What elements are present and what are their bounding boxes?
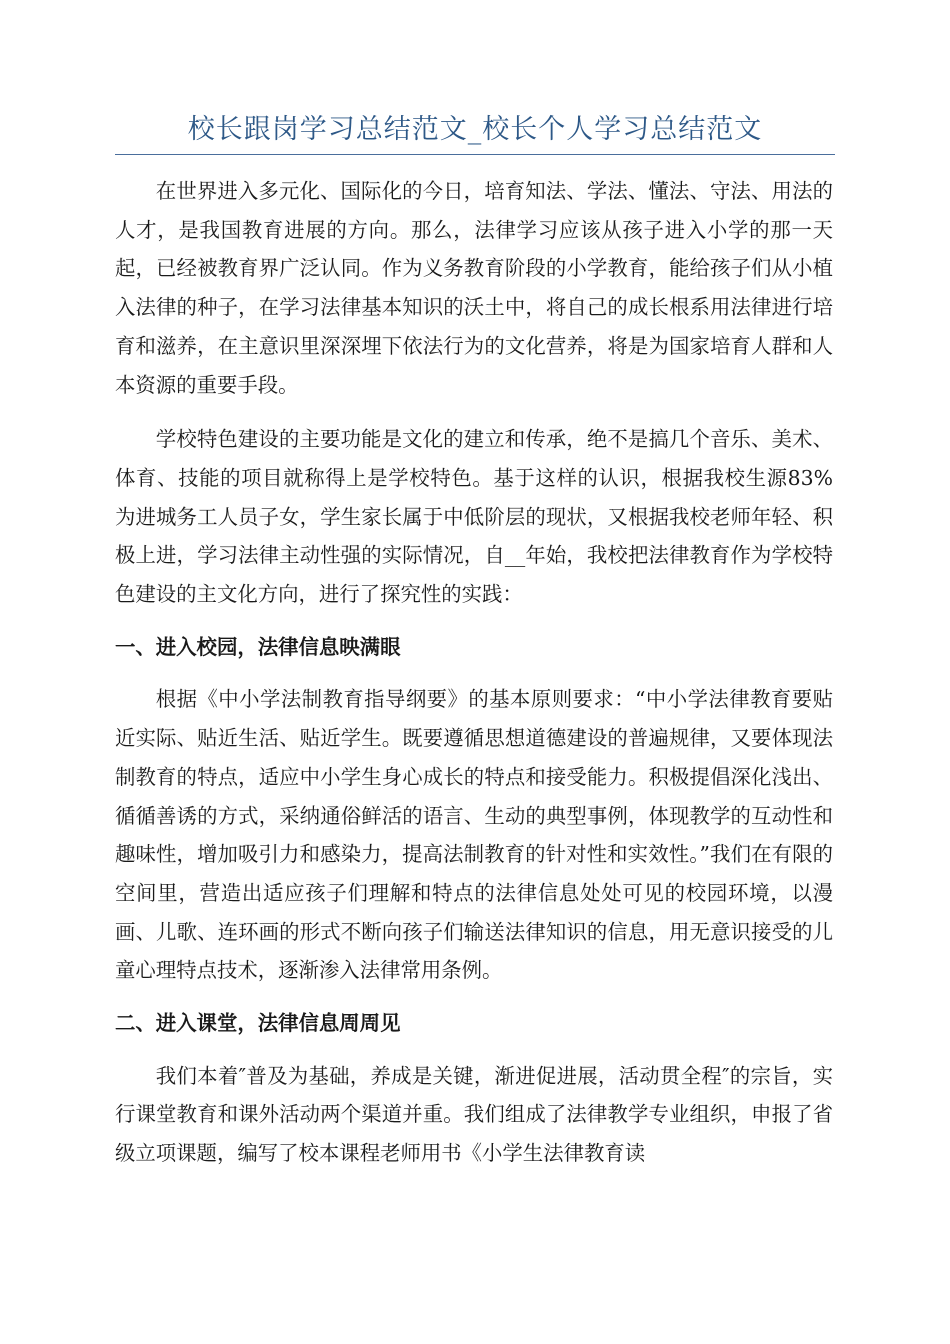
- document-body: [115, 172, 833, 1173]
- title-block: [115, 110, 835, 155]
- section-heading-2: 二、进入课堂，法律信息周周见: [115, 1011, 401, 1036]
- paragraph-1: 在世界进入多元化、国际化的今日，培育知法、学法、懂法、守法、用法的人才，是我国教育进展的方向。那么，法律学习应该从孩子进入小学的那一天起，已经被教育界广泛认同。作为义务教育阶段的小学教育，能给孩子们从小植入法律的种子，在学习法律基本知识的沃土中，将自己的成长根系用法律进行培育和滋养，在主意识里深深埋下依法行为的文化营养，将是为国家培育人群和人本资源的重要手段。: [115, 179, 833, 397]
- document-title: 校长跟岗学习总结范文_校长个人学习总结范文: [187, 114, 763, 145]
- paragraph-4: 我们本着″普及为基础，养成是关键，渐进促进展，活动贯全程″的宗旨，实行课堂教育和课外活动两个渠道并重。我们组成了法律教学专业组织，申报了省级立项课题，编写了校本课程老师用书《小学生法律教育读: [115, 1063, 833, 1166]
- paragraph-2: 学校特色建设的主要功能是文化的建立和传承，绝不是搞几个音乐、美术、体育、技能的项目就称得上是学校特色。基于这样的认识，根据我校生源83%为进城务工人员子女，学生家长属于中低阶层的现状，又根据我校老师年轻、积极上进，学习法律主动性强的实际情况，自__年始，我校把法律教育作为学校特色建设的主文化方向，进行了探究性的实践：: [115, 427, 833, 607]
- section-heading-1: 一、进入校园，法律信息映满眼: [115, 634, 401, 659]
- paragraph-3: 根据《中小学法制教育指导纲要》的基本原则要求：“中小学法律教育要贴近实际、贴近生活、贴近学生。既要遵循思想道德建设的普遍规律，又要体现法制教育的特点，适应中小学生身心成长的特点和接受能力。积极提倡深化浅出、循循善诱的方式，采纳通俗鲜活的语言、生动的典型事例，体现教学的互动性和趣味性，增加吸引力和感染力，提高法制教育的针对性和实效性。”我们在有限的空间里，营造出适应孩子们理解和特点的法律信息处处可见的校园环境，以漫画、儿歌、连环画的形式不断向孩子们输送法律知识的信息，用无意识接受的儿童心理特点技术，逐渐渗入法律常用条例。: [115, 687, 833, 983]
